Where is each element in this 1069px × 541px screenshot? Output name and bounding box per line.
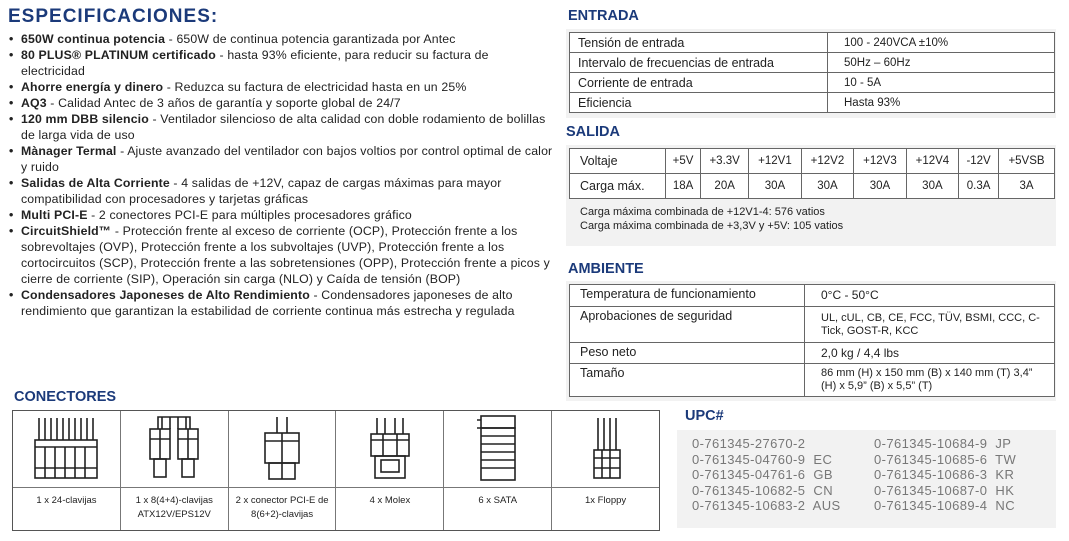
table-row [570, 93, 1055, 113]
spec-item-text: - Condensadores japoneses de alto rendimiento que garantizan la estabilidad de corriente continua más estrecha y regulada [21, 288, 515, 318]
upc-code: 0-761345-10685-6 TW [874, 451, 1017, 467]
load-cell: 30A [854, 174, 906, 199]
connector-caption: 1 x 8(4+4)-clavijas ATX12V/EPS12V [121, 487, 228, 530]
ambiente-value: 2,0 kg / 4,4 lbs [805, 343, 1055, 364]
spec-item-text: - 650W de continua potencia garantizada por Antec [165, 32, 456, 46]
ambiente-title: AMBIENTE [568, 261, 644, 277]
ambiente-value: UL, cUL, CB, CE, FCC, TÜV, BSMI, CCC, C-Tick, GOST-R, KCC [805, 307, 1055, 343]
spec-item [8, 111, 553, 143]
spec-item-bold: Salidas de Alta Corriente [21, 176, 170, 190]
load-cell: 0.3A [959, 174, 999, 199]
connector-cell [444, 411, 552, 530]
load-cell: 30A [801, 174, 853, 199]
connector-caption: 1x Floppy [552, 487, 659, 530]
table-row [570, 73, 1055, 93]
spec-item-text: - Ajuste avanzado del ventilador con bajos voltios por control optimal de calor y ruido [21, 144, 553, 174]
load-cell: 18A [666, 174, 701, 199]
combined-load-note-12v: Carga máxima combinada de +12V1-4: 576 vatios [580, 206, 825, 218]
voltage-cell: +5V [666, 149, 701, 174]
spec-item [8, 143, 553, 175]
salida-table [569, 148, 1055, 199]
spec-item-bold: AQ3 [21, 96, 47, 110]
table-row [570, 53, 1055, 73]
upc-code: 0-761345-10686-3 KR [874, 467, 1015, 483]
connector-cell [336, 411, 444, 530]
table-row [570, 364, 1055, 397]
upc-code: 0-761345-10682-5 CN [692, 482, 833, 498]
spec-item-bold: 80 PLUS® PLATINUM certificado [21, 48, 216, 62]
ambiente-value: 0°C - 50°C [805, 285, 1055, 307]
ambiente-value: 86 mm (H) x 150 mm (B) x 140 mm (T) 3,4” (H) x 5,9” (B) x 5,5” (T) [805, 364, 1055, 397]
voltage-cell: -12V [959, 149, 999, 174]
table-row [570, 174, 1055, 199]
spec-item [8, 95, 553, 111]
salida-title: SALIDA [566, 124, 620, 140]
table-row [570, 33, 1055, 53]
entrada-title: ENTRADA [568, 8, 639, 24]
connector-cell [229, 411, 337, 530]
specifications-list [8, 31, 553, 319]
voltage-cell: +12V1 [749, 149, 801, 174]
table-row [570, 285, 1055, 307]
specifications-title: ESPECIFICACIONES: [8, 6, 219, 27]
upc-column-right [874, 436, 1056, 528]
entrada-label: Tensión de entrada [570, 33, 828, 53]
upc-code: 0-761345-10689-4 NC [874, 498, 1015, 514]
spec-item [8, 31, 553, 47]
connector-cell [552, 411, 659, 530]
spec-item-text: - 4 salidas de +12V, capaz de cargas máximas para mayor compatibilidad con procesadores y tarjetas gráficas [21, 176, 502, 206]
table-row [570, 343, 1055, 364]
spec-item-text: - Ventilador silencioso de alta calidad con doble rodamiento de bolillas de larga vida de uso [21, 112, 546, 142]
floppy-connector-icon [552, 411, 659, 487]
entrada-value: 10 - 5A [828, 73, 1055, 93]
spec-item [8, 79, 553, 95]
ambiente-label: Temperatura de funcionamiento [570, 285, 805, 307]
salida-panel [566, 145, 1056, 246]
ambiente-table [569, 284, 1055, 397]
spec-item-bold: Condensadores Japoneses de Alto Rendimiento [21, 288, 310, 302]
spec-item-text: - Protección frente al exceso de corriente (OCP), Protección frente a los sobrevoltajes (OVP), Protección frente a los subvoltajes (UVP), Protección frente a los cortocircuitos (SCP), Protección frente a las sobretensiones (OPP), Protección frente a picos y cierre de corriente (SIP), Operación sin carga (NLO) y Caída de tensión (BOP) [21, 224, 550, 286]
connector-caption: 2 x conector PCI-E de 8(6+2)-clavijas [229, 487, 336, 530]
entrada-label: Corriente de entrada [570, 73, 828, 93]
entrada-value: 50Hz – 60Hz [828, 53, 1055, 73]
spec-item [8, 287, 553, 319]
spec-item-text: - 2 conectores PCI-E para múltiples procesadores gráfico [87, 208, 412, 222]
entrada-panel [566, 29, 1056, 118]
connectors-strip [12, 410, 660, 531]
upc-column-left [692, 436, 874, 528]
combined-load-note-5v: Carga máxima combinada de +3,3V y +5V: 105 vatios [580, 220, 844, 232]
salida-notes [569, 199, 1053, 233]
spec-item-text: - hasta 93% eficiente, para reducir su factura de electricidad [21, 48, 489, 78]
spec-item [8, 207, 553, 223]
load-cell: 3A [999, 174, 1055, 199]
spec-item-bold: 120 mm DBB silencio [21, 112, 149, 126]
spec-item-bold: CircuitShield™ [21, 224, 112, 238]
upc-title: UPC# [685, 408, 724, 424]
upc-code: 0-761345-10683-2 AUS [692, 498, 841, 514]
voltage-cell: +12V3 [854, 149, 906, 174]
upc-code: 0-761345-10684-9 JP [874, 436, 1012, 451]
conectores-title: CONECTORES [14, 389, 117, 405]
spec-item [8, 175, 553, 207]
connector-cell [121, 411, 229, 530]
specifications-section [8, 6, 553, 319]
ambiente-label: Tamaño [570, 364, 805, 397]
connector-caption: 6 x SATA [444, 487, 551, 530]
sata-connector-icon [444, 411, 551, 487]
spec-item [8, 223, 553, 287]
upc-code: 0-761345-27670-2 [692, 436, 806, 451]
entrada-table [569, 32, 1055, 113]
voltage-cell: +5VSB [999, 149, 1055, 174]
load-row-label: Carga máx. [570, 174, 666, 199]
upc-code: 0-761345-10687-0 HK [874, 482, 1015, 498]
voltage-cell: +12V2 [801, 149, 853, 174]
voltage-cell: +12V4 [906, 149, 958, 174]
table-row [570, 149, 1055, 174]
load-cell: 30A [749, 174, 801, 199]
pcie-connector-icon [229, 411, 336, 487]
connector-caption: 4 x Molex [336, 487, 443, 530]
entrada-value: Hasta 93% [828, 93, 1055, 113]
eps-8pin-connector-icon [121, 411, 228, 487]
entrada-value: 100 - 240VCA ±10% [828, 33, 1055, 53]
load-cell: 20A [701, 174, 749, 199]
spec-item-bold: Mànager Termal [21, 144, 117, 158]
entrada-label: Eficiencia [570, 93, 828, 113]
ambiente-label: Aprobaciones de seguridad [570, 307, 805, 343]
spec-item-text: - Calidad Antec de 3 años de garantía y soporte global de 24/7 [46, 96, 401, 110]
voltage-cell: +3.3V [701, 149, 749, 174]
voltage-row-label: Voltaje [570, 149, 666, 174]
upc-code: 0-761345-04761-6 GB [692, 467, 833, 483]
spec-item-bold: 650W continua potencia [21, 32, 166, 46]
molex-connector-icon [336, 411, 443, 487]
spec-item-bold: Multi PCI-E [21, 208, 88, 222]
upc-panel [677, 430, 1056, 528]
entrada-label: Intervalo de frecuencias de entrada [570, 53, 828, 73]
connector-caption: 1 x 24-clavijas [13, 487, 120, 530]
load-cell: 30A [906, 174, 958, 199]
spec-item-bold: Ahorre energía y dinero [21, 80, 164, 94]
connector-cell [13, 411, 121, 530]
ambiente-label: Peso neto [570, 343, 805, 364]
atx-24pin-connector-icon [13, 411, 120, 487]
spec-item [8, 47, 553, 79]
ambiente-panel [566, 281, 1056, 401]
upc-code: 0-761345-04760-9 EC [692, 451, 833, 467]
spec-item-text: - Reduzca su factura de electricidad hasta en un 25% [163, 80, 467, 94]
table-row [570, 307, 1055, 343]
